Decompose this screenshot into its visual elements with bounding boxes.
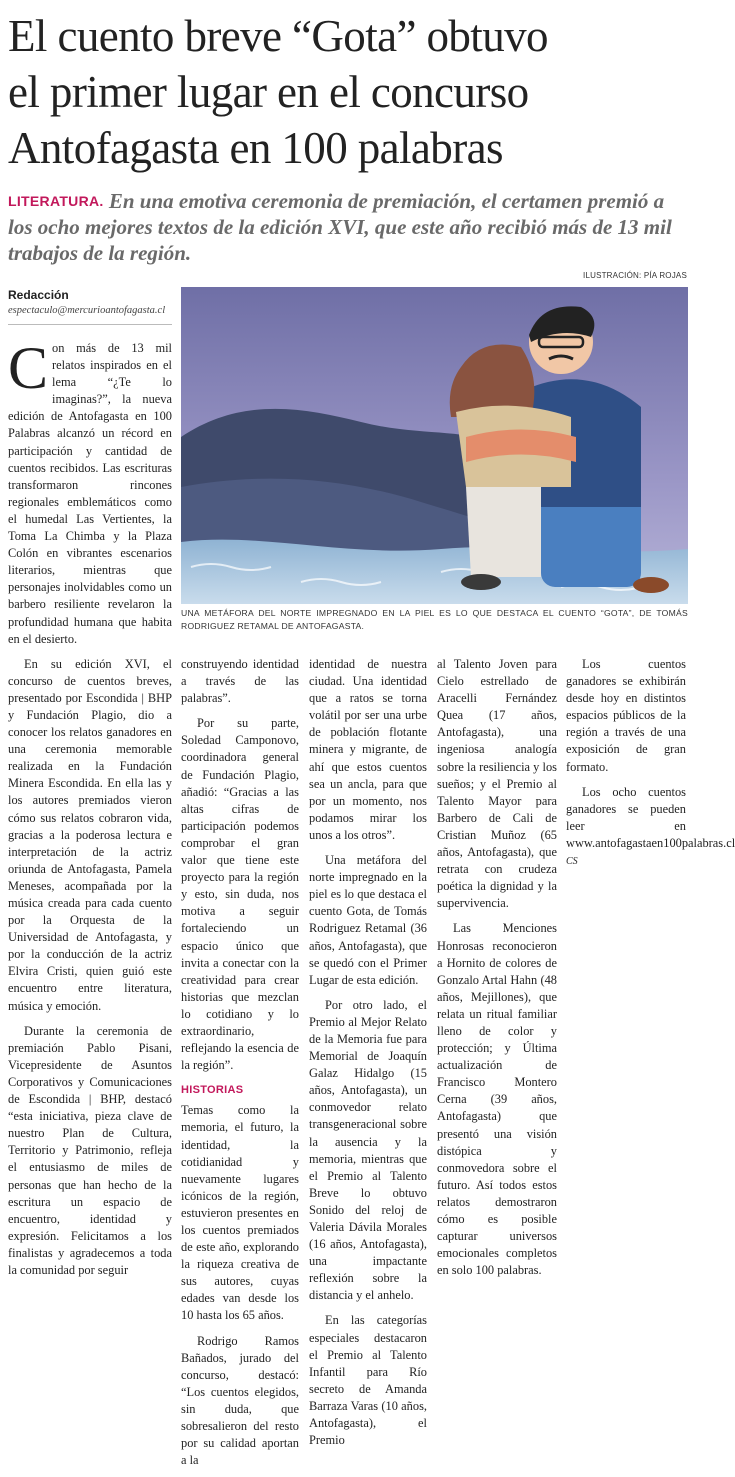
drop-cap: C <box>8 335 49 401</box>
paragraph-text: on más de 13 mil relatos inspirados en el lema “¿Te lo imaginas?”, la nueva edición de Antofagasta en 100 Palabras alcanzó un récord en participación y cantidad de cuentos recibidos. Las escrituras transformaron rincones regionales emblemáticos como el humedal Las Vertientes, la Toma La Chimba y la Plaza Colón en vibrantes escenarios literarios, mientras que personajes inolvidables como un barbero resiliente revelaron la profundidad humana que habita en el desierto. <box>8 341 172 646</box>
article-paragraph: En las categorías especiales destacaron el Premio al Talento Infantil para Río secreto de Amanda Barraza Varas (10 años, Antofagasta), el Premio <box>309 1313 427 1448</box>
section-heading: HISTORIAS <box>181 1084 244 1097</box>
article-column-2 <box>181 656 299 1477</box>
headline <box>8 8 688 176</box>
lead-text: En una emotiva ceremonia de premiación, el certamen premió a los ocho mejores textos de la edición XVI, que este año recibió más de 13 mil trabajos de la región. <box>8 189 672 265</box>
article-paragraph: Una metáfora del norte impregnado en la piel es lo que destaca el cuento Gota, de Tomás Rodriguez Retamal (36 años, Antofagasta), que se quedó con el Primer Lugar de esta edición. <box>309 853 427 987</box>
illustration-credit: ILUSTRACIÓN: PÍA ROJAS <box>583 271 687 280</box>
headline-line-3: Antofagasta en 100 palabras <box>8 123 503 173</box>
image-caption: UNA METÁFORA DEL NORTE IMPREGNADO EN LA PIEL ES LO QUE DESTACA EL CUENTO “GOTA”, DE TOMÁS RODRIGUEZ RETAMAL DE ANTOFAGASTA. <box>181 608 688 631</box>
article-paragraph: Por su parte, Soledad Camponovo, coordinadora general de Fundación Plagio, añadió: “Gracias a las altas cifras de participación podemos comprobar el gran valor que tiene este proyecto para la región y esto, sin duda, nos motiva a seguir fortaleciendo un espacio único que invita a conectar con la creatividad para crear historias que mezclan lo cotidiano y lo extraordinario, reflejando la esencia de la región”. <box>181 716 299 1073</box>
end-mark: CS <box>566 856 578 868</box>
article-paragraph <box>8 335 172 648</box>
article-illustration <box>181 287 688 604</box>
article-column-4 <box>437 656 557 1287</box>
article-paragraph: Durante la ceremonia de premiación Pablo Pisani, Vicepresidente de Asuntos Corporativos y Comunicaciones de Escondida | BHP, destacó “esta iniciativa, pieza clave de nuestro Plan de Cultura, Territorio y Patrimonio, refleja el entusiasmo de miles de personas que han hecho de la escritura un espacio de encuentro, identidad y expresión. Felicitamos a los finalistas y agradecemos a toda la comunidad por seguir <box>8 1023 172 1277</box>
article-paragraph: En su edición XVI, el concurso de cuentos breves, presentado por Escondida | BHP y Fundación Plagio, dio a conocer los relatos ganadores en una ceremonia memorable realizada en la Fundación Minera Escondida. En ella las y los autores premiados vieron cómo sus relatos cobraron vida, gracias a la poderosa lectura e interpretación de la actriz oriunda de Antofagasta, Pamela Meneses, acompañada por la música creada para cada cuento por la Orquesta de la Universidad de Antofagasta, y por la conducción de la actriz Elvira Cristi, quien guió este encuentro entre literatura, música y emoción. <box>8 656 172 1013</box>
article-paragraph <box>566 784 735 870</box>
article-paragraph: Por otro lado, el Premio al Mejor Relato de la Memoria fue para Memorial de Joaquín Galaz Hidalgo (15 años, Antofagasta), un conmovedor relato transgeneracional sobre la ausencia y la memoria, mientras que el Premio al Talento Breve lo obtuvo Sonido del reloj de Valeria Dávila Morales (16 años, Antofagasta), una impactante reflexión sobre la distancia y el anhelo. <box>309 997 427 1303</box>
article-paragraph: Temas como la memoria, el futuro, la identidad, la cotidianidad y nuevamente lugares icónicos de la región, estuvieron presentes en los cuentos premiados de este año, explorando la riqueza creativa de sus autores, cuyas edades van desde los 10 hasta los 65 años. <box>181 1103 299 1323</box>
article-paragraph: Las Menciones Honrosas reconocieron a Hornito de colores de Gonzalo Artal Hahn (48 años, Mejillones), que relata un ritual familiar lleno de color y protección; y Última actualización de Francisco Montero Cerna (39 años, Antofagasta) que presentó una visión distópica y conmovedora sobre el futuro. Así todos estos relatos demostraron cómo es posible capturar universos emocionales completos en solo 100 palabras. <box>437 921 557 1278</box>
headline-line-1: El cuento breve “Gota” obtuvo <box>8 11 548 61</box>
article-paragraph: identidad de nuestra ciudad. Una identidad que a ratos se torna volátil por ser una urbe de población flotante minera y migrante, de ahí que estos cuentos sea un ancla, para que por un momento, nos podamos mirar los unos a los otros”. <box>309 657 427 842</box>
woman-shoe <box>461 574 501 590</box>
article-column-3 <box>309 656 427 1457</box>
article-paragraph: Rodrigo Ramos Bañados, jurado del concurso, destacó: “Los cuentos elegidos, sin duda, que sobresalieron del resto por su calidad aportan a la <box>181 1333 299 1468</box>
woman-pants <box>466 487 541 577</box>
article-paragraph: Los cuentos ganadores se exhibirán desde hoy en distintos espacios públicos de la región a través de una exposición de gran formato. <box>566 657 686 774</box>
headline-line-2: el primer lugar en el concurso <box>8 67 529 117</box>
byline-email[interactable]: espectaculo@mercurioantofagasta.cl <box>8 305 166 316</box>
article-column-5 <box>566 656 735 878</box>
byline-divider <box>8 324 172 325</box>
article-column-1 <box>8 335 172 1287</box>
byline-author: Redacción <box>8 288 69 302</box>
website-note[interactable]: Los ocho cuentos ganadores se pueden leer en www.antofagastaen100palabras.cl <box>566 784 735 850</box>
section-kicker: LITERATURA. <box>8 193 104 209</box>
article-paragraph: construyendo identidad a través de las palabras”. <box>181 657 299 706</box>
article-paragraph: al Talento Joven para Cielo estrellado de Aracelli Fernández Quea (17 años, Antofagasta), una ingeniosa analogía sobre la resiliencia y los sueños; y el Premio al Talento Mayor para Barbero de Cali de Cristian Muñoz (65 años, Antofagasta), que retrata con crudeza poética la dignidad y la supervivencia. <box>437 657 557 911</box>
man-shoe <box>633 577 669 593</box>
lead-paragraph <box>8 188 688 266</box>
